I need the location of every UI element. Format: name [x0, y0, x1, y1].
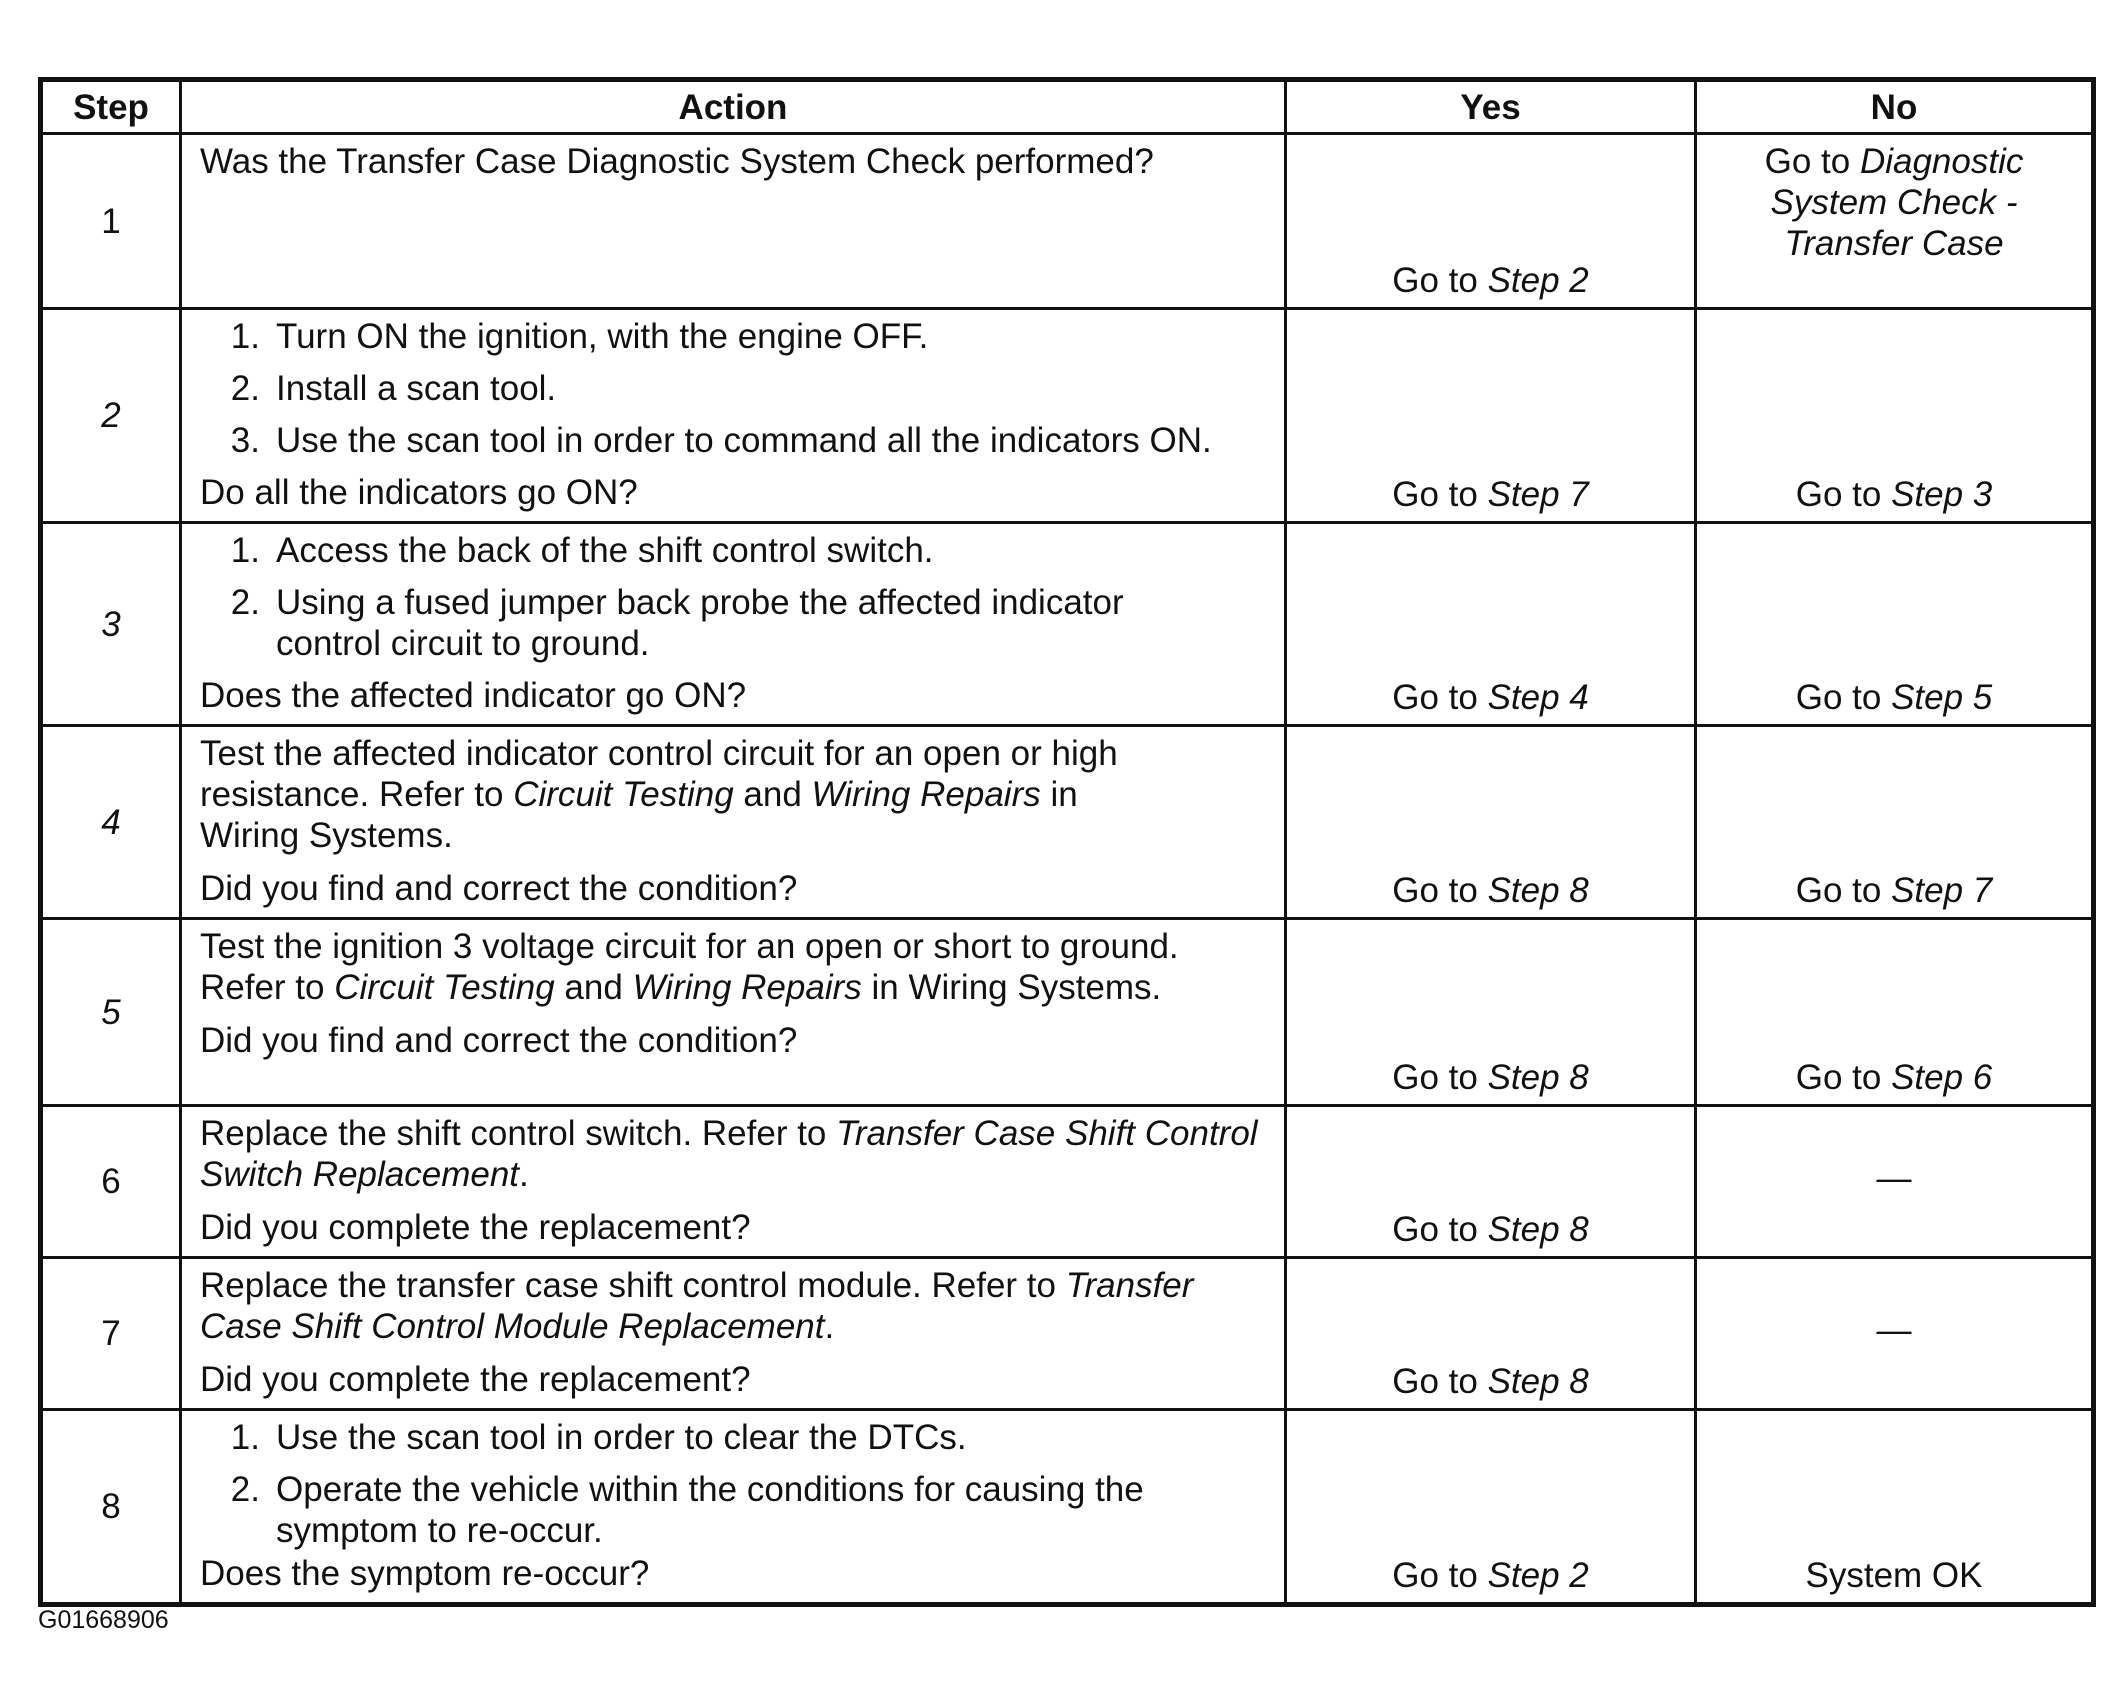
action-cell [181, 726, 1286, 919]
yes-cell [1286, 134, 1696, 309]
yes-step-link[interactable]: Step 8 [1487, 1058, 1589, 1097]
action-cell [181, 134, 1286, 309]
list-number: 3. [230, 421, 260, 460]
step-label: 8 [101, 1487, 121, 1526]
action-text-part: . [519, 1155, 529, 1194]
no-cell [1696, 1106, 2094, 1258]
yes-prefix: Go to [1392, 1058, 1488, 1097]
list-number: 2. [230, 369, 260, 408]
yes-step-link[interactable]: Step 8 [1487, 1362, 1589, 1401]
action-cell [181, 523, 1286, 726]
header-row [41, 80, 2094, 134]
no-cell [1696, 1258, 2094, 1410]
step-label: 6 [101, 1162, 121, 1201]
no-prefix: Go to [1795, 1058, 1892, 1097]
list-number: 1. [230, 317, 260, 356]
no-cell [1696, 1410, 2094, 1605]
list-text: Using a fused jumper back probe the affected indicator control circuit to ground. [276, 583, 1124, 663]
reference-link[interactable]: Circuit Testing [334, 968, 555, 1007]
step-number [41, 919, 181, 1106]
diagnostic-table [38, 77, 2096, 1607]
yes-cell [1286, 726, 1696, 919]
no-step-link[interactable]: Step 5 [1891, 678, 1993, 717]
action-text [200, 1265, 1266, 1347]
no-cell [1696, 726, 2094, 919]
no-value: — [1876, 1159, 1912, 1198]
step-number [41, 1106, 181, 1258]
action-text [200, 733, 1266, 856]
step-number [41, 1410, 181, 1605]
no-step-link[interactable]: Step 6 [1891, 1058, 1993, 1097]
action-text-part: and [733, 775, 812, 814]
no-prefix: Go to [1795, 475, 1892, 514]
yes-cell [1286, 919, 1696, 1106]
list-number: 1. [230, 531, 260, 570]
no-cell [1696, 919, 2094, 1106]
table-row [41, 1258, 2094, 1410]
list-item [200, 582, 1266, 664]
action-cell [181, 309, 1286, 523]
no-prefix: Go to [1764, 142, 1860, 181]
list-item [200, 420, 1266, 461]
yes-prefix: Go to [1392, 1362, 1488, 1401]
action-steps-list [200, 316, 1266, 461]
reference-link[interactable]: Wiring Repairs [632, 968, 862, 1007]
action-steps-list [200, 1417, 1266, 1551]
list-item [200, 316, 1266, 357]
action-text-part: in Wiring Systems. [861, 968, 1162, 1007]
step-number [41, 309, 181, 523]
table-row [41, 1410, 2094, 1605]
list-item [200, 1417, 1266, 1458]
action-text-part: . [824, 1307, 835, 1346]
yes-step-link[interactable]: Step 2 [1487, 261, 1589, 300]
list-text: Use the scan tool in order to clear the DTCs. [276, 1418, 967, 1457]
action-text-part: in Wiring Systems. [200, 775, 1078, 855]
yes-step-link[interactable]: Step 8 [1487, 1210, 1589, 1249]
list-item [200, 368, 1266, 409]
step-label: 5 [101, 992, 121, 1032]
table-row [41, 523, 2094, 726]
reference-link[interactable]: Wiring Repairs [811, 775, 1041, 814]
reference-link[interactable]: Circuit Testing [513, 775, 734, 814]
list-number: 2. [230, 1470, 260, 1509]
list-item [200, 530, 1266, 571]
no-step-link[interactable]: Step 7 [1891, 871, 1993, 910]
yes-prefix: Go to [1392, 475, 1488, 514]
header-step: Step [41, 80, 181, 134]
step-number [41, 1258, 181, 1410]
reference-link[interactable]: Transfer Case Shift Control Switch Replacement [200, 1114, 1258, 1194]
list-number: 1. [230, 1418, 260, 1457]
list-text: Turn ON the ignition, with the engine OFF. [276, 317, 929, 356]
step-number [41, 523, 181, 726]
yes-cell [1286, 523, 1696, 726]
action-question: Did you complete the replacement? [200, 1360, 751, 1399]
action-steps-list [200, 530, 1266, 664]
header-no: No [1696, 80, 2094, 134]
action-text: Was the Transfer Case Diagnostic System Check performed? [200, 142, 1154, 181]
reference-link[interactable]: Transfer Case Shift Control Module Replacement [200, 1266, 1194, 1346]
table-row [41, 726, 2094, 919]
action-cell [181, 919, 1286, 1106]
yes-prefix: Go to [1392, 261, 1488, 300]
yes-prefix: Go to [1392, 871, 1488, 910]
no-value: — [1876, 1311, 1912, 1350]
action-question: Did you complete the replacement? [200, 1208, 751, 1247]
no-cell [1696, 309, 2094, 523]
header-yes: Yes [1286, 80, 1696, 134]
yes-cell [1286, 1106, 1696, 1258]
action-question: Does the symptom re-occur? [200, 1554, 650, 1593]
header-action: Action [181, 80, 1286, 134]
step-number [41, 134, 181, 309]
action-cell [181, 1106, 1286, 1258]
step-label: 4 [101, 802, 121, 842]
no-cell [1696, 134, 2094, 309]
yes-cell [1286, 1410, 1696, 1605]
yes-prefix: Go to [1392, 1556, 1488, 1595]
step-label: 2 [101, 396, 121, 435]
action-text-part: Test the affected indicator control circuit for an open or high resistance. Refer to [200, 734, 1118, 814]
table-row [41, 309, 2094, 523]
list-text: Operate the vehicle within the conditions for causing the symptom to re-occur. [276, 1470, 1144, 1550]
action-text-part: Replace the transfer case shift control module. Refer to [200, 1266, 1066, 1305]
table-row [41, 1106, 2094, 1258]
no-step-link[interactable]: Diagnostic System Check - Transfer Case [1770, 142, 2024, 263]
yes-step-link[interactable]: Step 4 [1487, 678, 1589, 717]
figure-id: G01668906 [38, 1606, 169, 1634]
yes-cell [1286, 309, 1696, 523]
step-number [41, 726, 181, 919]
list-text: Install a scan tool. [276, 369, 557, 408]
yes-step-link[interactable]: Step 7 [1487, 475, 1589, 514]
yes-prefix: Go to [1392, 1210, 1488, 1249]
step-label: 1 [101, 201, 121, 241]
action-cell [181, 1258, 1286, 1410]
action-text-part: and [554, 968, 633, 1007]
no-step-link[interactable]: Step 3 [1891, 475, 1993, 514]
yes-cell [1286, 1258, 1696, 1410]
yes-step-link[interactable]: Step 2 [1487, 1556, 1589, 1595]
action-text [200, 1113, 1266, 1195]
no-cell [1696, 523, 2094, 726]
step-label: 7 [101, 1314, 121, 1353]
action-text-part: Test the ignition 3 voltage circuit for an open or short to ground. Refer to [200, 927, 1179, 1007]
list-text: Access the back of the shift control switch. [276, 531, 934, 570]
action-text [200, 926, 1266, 1008]
no-prefix: Go to [1795, 678, 1892, 717]
no-value: System OK [1805, 1556, 1983, 1595]
action-question: Did you find and correct the condition? [200, 1021, 798, 1060]
table-row [41, 134, 2094, 309]
action-question: Does the affected indicator go ON? [200, 676, 747, 715]
yes-prefix: Go to [1392, 678, 1488, 717]
action-cell [181, 1410, 1286, 1605]
table-row [41, 919, 2094, 1106]
no-prefix: Go to [1795, 871, 1892, 910]
list-number: 2. [230, 583, 260, 622]
step-label: 3 [101, 604, 121, 644]
list-item [200, 1469, 1266, 1551]
action-question: Did you find and correct the condition? [200, 869, 798, 908]
action-text-part: Replace the shift control switch. Refer to [200, 1114, 837, 1153]
action-question: Do all the indicators go ON? [200, 473, 638, 512]
yes-step-link[interactable]: Step 8 [1487, 871, 1589, 910]
list-text: Use the scan tool in order to command all the indicators ON. [276, 421, 1212, 460]
diagnostic-table-container [38, 77, 2091, 1607]
